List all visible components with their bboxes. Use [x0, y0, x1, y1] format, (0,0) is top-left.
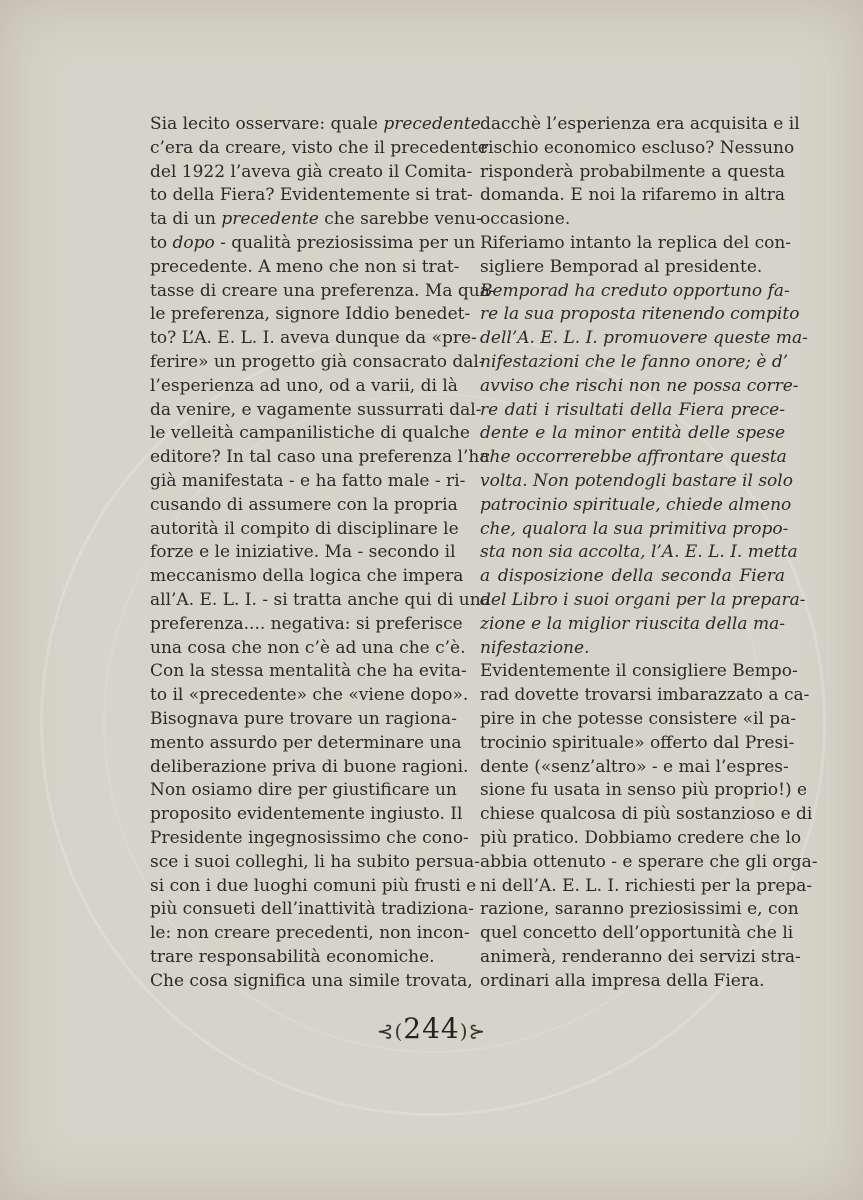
text-line	[150, 256, 460, 280]
text-segment: preferenza.... negativa: si preferisce	[150, 613, 463, 634]
italic-text: che, qualora la sua primitiva propo-	[480, 518, 789, 539]
text-line	[150, 208, 482, 232]
text-line	[480, 375, 799, 399]
italic-text: dell’A. E. L. I. promuovere queste ma-	[480, 328, 808, 349]
text-line	[150, 589, 491, 613]
text-segment: razione, saranno preziosissimi e, con	[480, 899, 799, 920]
text-segment: autorità il compito di disciplinare le	[150, 518, 459, 539]
text-line	[480, 565, 785, 589]
text-line	[150, 446, 490, 470]
text-line	[480, 303, 800, 327]
text-line	[150, 708, 455, 732]
text-segment: tasse di creare una preferenza. Ma qua-	[150, 280, 496, 301]
italic-text: re la sua proposta ritenendo compito	[480, 304, 800, 325]
text-segment: mento assurdo per determinare una	[150, 732, 462, 753]
text-line	[480, 208, 785, 232]
text-line	[480, 637, 785, 661]
text-line	[480, 946, 801, 970]
text-line	[150, 137, 488, 161]
text-segment: ta di un	[150, 209, 222, 230]
text-segment: cusando di assumere con la propria	[150, 494, 458, 515]
text-line	[480, 327, 808, 351]
text-segment: to della Fiera? Evidentemente si trat-	[150, 185, 473, 206]
italic-text: avviso che rischi non ne possa corre-	[480, 375, 799, 396]
left-text-column	[150, 113, 496, 993]
text-segment: meccanismo della logica che impera	[150, 566, 464, 587]
text-segment: sigliere Bemporad al presidente.	[480, 256, 763, 277]
text-line	[150, 946, 455, 970]
text-line	[480, 684, 810, 708]
text-line	[150, 280, 496, 304]
text-line	[150, 113, 481, 137]
text-line	[150, 779, 455, 803]
ornament-left: ⊰(	[376, 1019, 404, 1043]
text-segment: trocinio spirituale» offerto dal Presi-	[480, 732, 795, 753]
italic-text: del Libro i suoi organi per la prepara-	[480, 589, 806, 610]
text-line	[150, 637, 466, 661]
text-line	[150, 565, 464, 589]
text-segment: editore? In tal caso una preferenza l’ha	[150, 447, 490, 468]
italic-text: precedente	[383, 114, 481, 134]
text-line	[150, 470, 466, 494]
text-line	[480, 399, 785, 423]
text-line	[150, 161, 473, 185]
text-segment: Non osiamo dire per giustificare un	[150, 780, 457, 801]
text-line	[150, 303, 471, 327]
text-line	[480, 518, 789, 542]
text-segment: del 1922 l’aveva già creato il Comita-	[150, 161, 473, 182]
text-segment: proposito evidentemente ingiusto. Il	[150, 804, 463, 825]
text-line	[480, 280, 790, 304]
italic-text: precedente	[221, 209, 319, 230]
text-line	[150, 375, 458, 399]
text-segment: sce i suoi colleghi, li ha subito persua-	[150, 851, 480, 872]
text-line	[150, 422, 470, 446]
text-segment: occasione.	[480, 209, 571, 230]
text-segment: Evidentemente il consigliere Bempo-	[480, 661, 798, 682]
text-segment: ferire» un progetto già consacrato dal-	[150, 351, 485, 372]
text-segment: to	[150, 232, 173, 253]
text-line	[480, 541, 798, 565]
text-segment: le: non creare precedenti, non incon-	[150, 923, 470, 944]
text-segment: to il «precedente» che «viene dopo».	[150, 685, 469, 706]
italic-text: nifestazione.	[480, 637, 590, 658]
text-line	[480, 494, 792, 518]
text-segment: Che cosa significa una simile trovata,	[150, 970, 473, 991]
italic-text: nifestazioni che le fanno onore; è d’	[480, 351, 789, 372]
text-line	[480, 708, 797, 732]
text-line	[480, 256, 785, 280]
text-segment: Presidente ingegnosissimo che cono-	[150, 827, 469, 848]
text-line	[150, 851, 480, 875]
text-line	[480, 756, 789, 780]
text-segment: risponderà probabilmente a questa	[480, 161, 785, 182]
text-line	[150, 613, 463, 637]
text-segment: più pratico. Dobbiamo credere che lo	[480, 827, 802, 848]
text-line	[480, 589, 806, 613]
text-line	[480, 851, 818, 875]
text-segment: c’era da creare, visto che il precedente	[150, 137, 488, 158]
text-line	[480, 827, 802, 851]
text-segment: trare responsabilità economiche.	[150, 946, 435, 967]
italic-text: dopo	[172, 232, 215, 253]
text-line	[480, 803, 813, 827]
text-line	[150, 232, 476, 256]
text-line	[480, 970, 785, 994]
page-number-footer	[0, 1012, 863, 1045]
text-line	[480, 232, 792, 256]
text-segment: ordinari alla impresa della Fiera.	[480, 970, 765, 991]
text-segment: si con i due luoghi comuni più frusti e	[150, 875, 477, 896]
ornament-right: )⊱	[459, 1019, 487, 1043]
italic-text: zione e la miglior riuscita della ma-	[480, 613, 785, 634]
italic-text: a disposizione della seconda Fiera	[480, 566, 785, 587]
text-segment: to? L’A. E. L. I. aveva dunque da «pre-	[150, 328, 477, 349]
text-segment: pire in che potesse consistere «il pa-	[480, 708, 797, 729]
text-line	[150, 184, 473, 208]
text-line	[480, 470, 793, 494]
text-segment: forze e le iniziative. Ma - secondo il	[150, 542, 456, 563]
text-segment: dacchè l’esperienza era acquisita e il	[480, 114, 800, 134]
text-line	[150, 922, 470, 946]
text-line	[150, 684, 469, 708]
text-line	[150, 827, 469, 851]
text-segment: precedente. A meno che non si trat-	[150, 256, 460, 277]
text-line	[480, 161, 785, 185]
text-segment: animerà, renderanno dei servizi stra-	[480, 946, 801, 967]
text-segment: da venire, e vagamente sussurrati dal-	[150, 399, 482, 420]
text-segment: Riferiamo intanto la replica del con-	[480, 232, 792, 253]
text-line	[150, 732, 462, 756]
text-line	[150, 803, 463, 827]
text-segment: rischio economico escluso? Nessuno	[480, 137, 795, 158]
text-segment: chiese qualcosa di più sostanzioso e di	[480, 804, 813, 825]
text-line	[480, 351, 789, 375]
text-line	[150, 399, 482, 423]
text-segment: ni dell’A. E. L. I. richiesti per la prepa-	[480, 875, 813, 896]
text-line	[480, 422, 785, 446]
text-line	[150, 494, 458, 518]
text-segment: più consueti dell’inattività tradiziona-	[150, 899, 474, 920]
text-segment: - qualità preziosissima per un	[214, 232, 476, 253]
text-line	[150, 660, 467, 684]
italic-text: Bemporad ha creduto opportuno fa-	[480, 280, 790, 301]
text-segment: le velleità campanilistiche di qualche	[150, 423, 470, 444]
italic-text: che occorrerebbe affrontare questa	[480, 447, 787, 468]
text-segment: all’A. E. L. I. - si tratta anche qui di una	[150, 589, 491, 610]
text-segment: quel concetto dell’opportunità che li	[480, 923, 794, 944]
text-line	[150, 898, 474, 922]
text-segment: rad dovette trovarsi imbarazzato a ca-	[480, 685, 810, 706]
text-line	[480, 137, 795, 161]
text-line	[150, 756, 469, 780]
text-line	[480, 898, 799, 922]
text-line	[480, 922, 794, 946]
text-segment: già manifestata - e ha fatto male - ri-	[150, 470, 466, 491]
text-line	[480, 875, 813, 899]
text-line	[480, 660, 798, 684]
text-line	[480, 732, 795, 756]
italic-text: sta non sia accolta, l’A. E. L. I. metta	[480, 542, 798, 563]
text-segment: Sia lecito osservare: quale	[150, 114, 384, 134]
text-segment: che sarebbe venu-	[318, 209, 482, 230]
italic-text: patrocinio spirituale, chiede almeno	[480, 494, 792, 515]
italic-text: volta. Non potendogli bastare il solo	[480, 470, 793, 491]
text-segment: Con la stessa mentalità che ha evita-	[150, 661, 467, 682]
text-line	[150, 351, 485, 375]
italic-text: re dati i risultati della Fiera prece-	[480, 399, 785, 420]
text-line	[150, 518, 459, 542]
right-text-column	[480, 113, 818, 993]
text-line	[150, 327, 477, 351]
text-segment: una cosa che non c’è ad una che c’è.	[150, 637, 466, 658]
text-segment: deliberazione priva di buone ragioni.	[150, 756, 469, 777]
text-segment: le preferenza, signore Iddio benedet-	[150, 304, 471, 325]
text-segment: l’esperienza ad uno, od a varii, di là	[150, 375, 458, 396]
page-number: 244	[403, 1012, 460, 1045]
text-line	[480, 446, 785, 470]
text-line	[150, 541, 455, 565]
text-segment: domanda. E noi la rifaremo in altra	[480, 185, 785, 206]
text-line	[480, 113, 800, 137]
text-line	[480, 613, 785, 637]
text-line	[480, 184, 785, 208]
text-line	[480, 779, 808, 803]
text-segment: Bisognava pure trovare un ragiona-	[150, 708, 457, 729]
text-line	[150, 875, 477, 899]
text-segment: abbia ottenuto - e sperare che gli orga-	[480, 851, 818, 872]
text-segment: dente («senz’altro» - e mai l’espres-	[480, 756, 789, 777]
text-segment: sione fu usata in senso più proprio!) e	[480, 780, 808, 801]
italic-text: dente e la minor entità delle spese	[480, 423, 785, 444]
text-line	[150, 970, 473, 994]
